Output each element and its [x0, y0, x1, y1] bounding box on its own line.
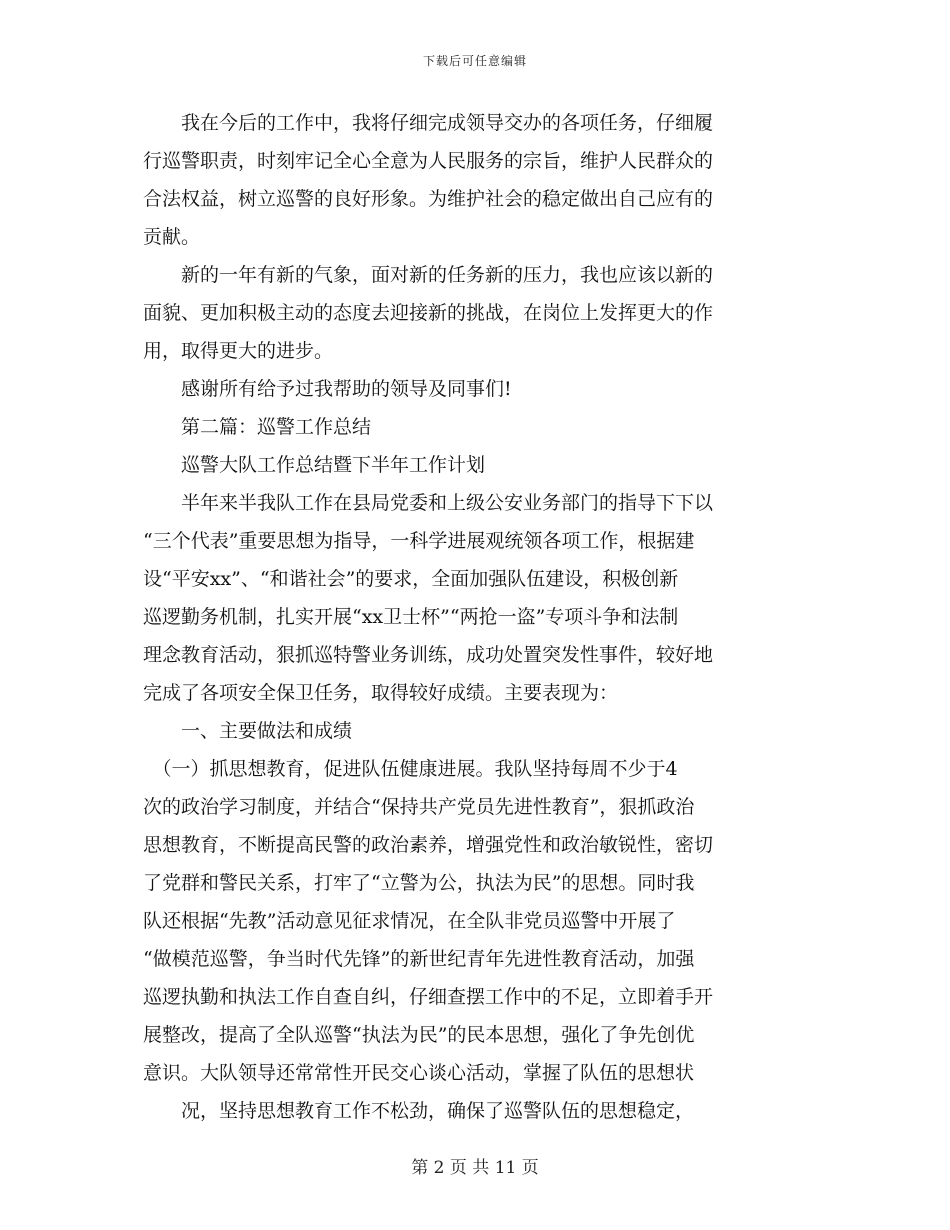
text-line: 感谢所有给予过我帮助的领导及同事们! — [143, 378, 512, 400]
text-line: 理念教育活动，狠抓巡特警业务训练，成功处置突发性事件，较好地 — [143, 644, 714, 666]
text-line: 了党群和警民关系，打牢了“立警为公，执法为民”的思想。同时我 — [143, 872, 695, 894]
text-line: 半年来半我队工作在县局党委和上级公安业务部门的指导下下以 — [143, 492, 714, 514]
text-line: 面貌、更加积极主动的态度去迎接新的挑战，在岗位上发挥更大的作 — [143, 302, 714, 324]
text-line: （一）抓思想教育，促进队伍健康进展。我队坚持每周不少于4 — [143, 758, 678, 780]
page-number-footer: 第 2 页 共 11 页 — [411, 1158, 539, 1178]
text-line: “三个代表”重要思想为指导，一科学进展观统领各项工作，根据建 — [143, 530, 695, 552]
text-line: 设“平安xx”、“和谐社会”的要求，全面加强队伍建设，积极创新 — [143, 568, 679, 590]
text-line: 新的一年有新的气象，面对新的任务新的压力，我也应该以新的 — [143, 264, 714, 286]
text-line: 合法权益，树立巡警的良好形象。为维护社会的稳定做出自己应有的 — [143, 188, 714, 210]
text-line: “做模范巡警，争当时代先锋”的新世纪青年先进性教育活动，加强 — [143, 948, 695, 970]
text-line: 意识。大队领导还常常性开民交心谈心活动，掌握了队伍的思想状 — [143, 1062, 695, 1084]
text-line: 队还根据“先教”活动意见征求情况，在全队非党员巡警中开展了 — [143, 910, 676, 932]
text-line: 完成了各项安全保卫任务，取得较好成绩。主要表现为： — [143, 682, 619, 704]
text-line: 用，取得更大的进步。 — [143, 340, 334, 362]
text-line: 次的政治学习制度，并结合“保持共产党员先进性教育”，狠抓政治 — [143, 796, 695, 818]
text-line: 巡逻执勤和执法工作自查自纠，仔细查摆工作中的不足，立即着手开 — [143, 986, 714, 1008]
page-header: 下载后可任意编辑 — [422, 54, 527, 68]
text-line: 况，坚持思想教育工作不松劲，确保了巡警队伍的思想稳定， — [143, 1100, 695, 1122]
text-line: 展整改，提高了全队巡警“执法为民”的民本思想，强化了争先创优 — [143, 1024, 695, 1046]
section-subtitle: 巡警大队工作总结暨下半年工作计划 — [143, 454, 486, 476]
text-line: 巡逻勤务机制，扎实开展“xx卫士杯”“两抢一盗”专项斗争和法制 — [143, 606, 679, 628]
section-heading: 第二篇：巡警工作总结 — [143, 416, 372, 438]
document-body — [143, 104, 808, 1130]
text-line: 贡献。 — [143, 226, 201, 248]
text-line: 思想教育，不断提高民警的政治素养，增强党性和政治敏锐性，密切 — [143, 834, 714, 856]
text-line: 行巡警职责，时刻牢记全心全意为人民服务的宗旨，维护人民群众的 — [143, 150, 714, 172]
text-line: 我在今后的工作中，我将仔细完成领导交办的各项任务，仔细履 — [143, 112, 714, 134]
subheading: 一、主要做法和成绩 — [143, 720, 353, 742]
